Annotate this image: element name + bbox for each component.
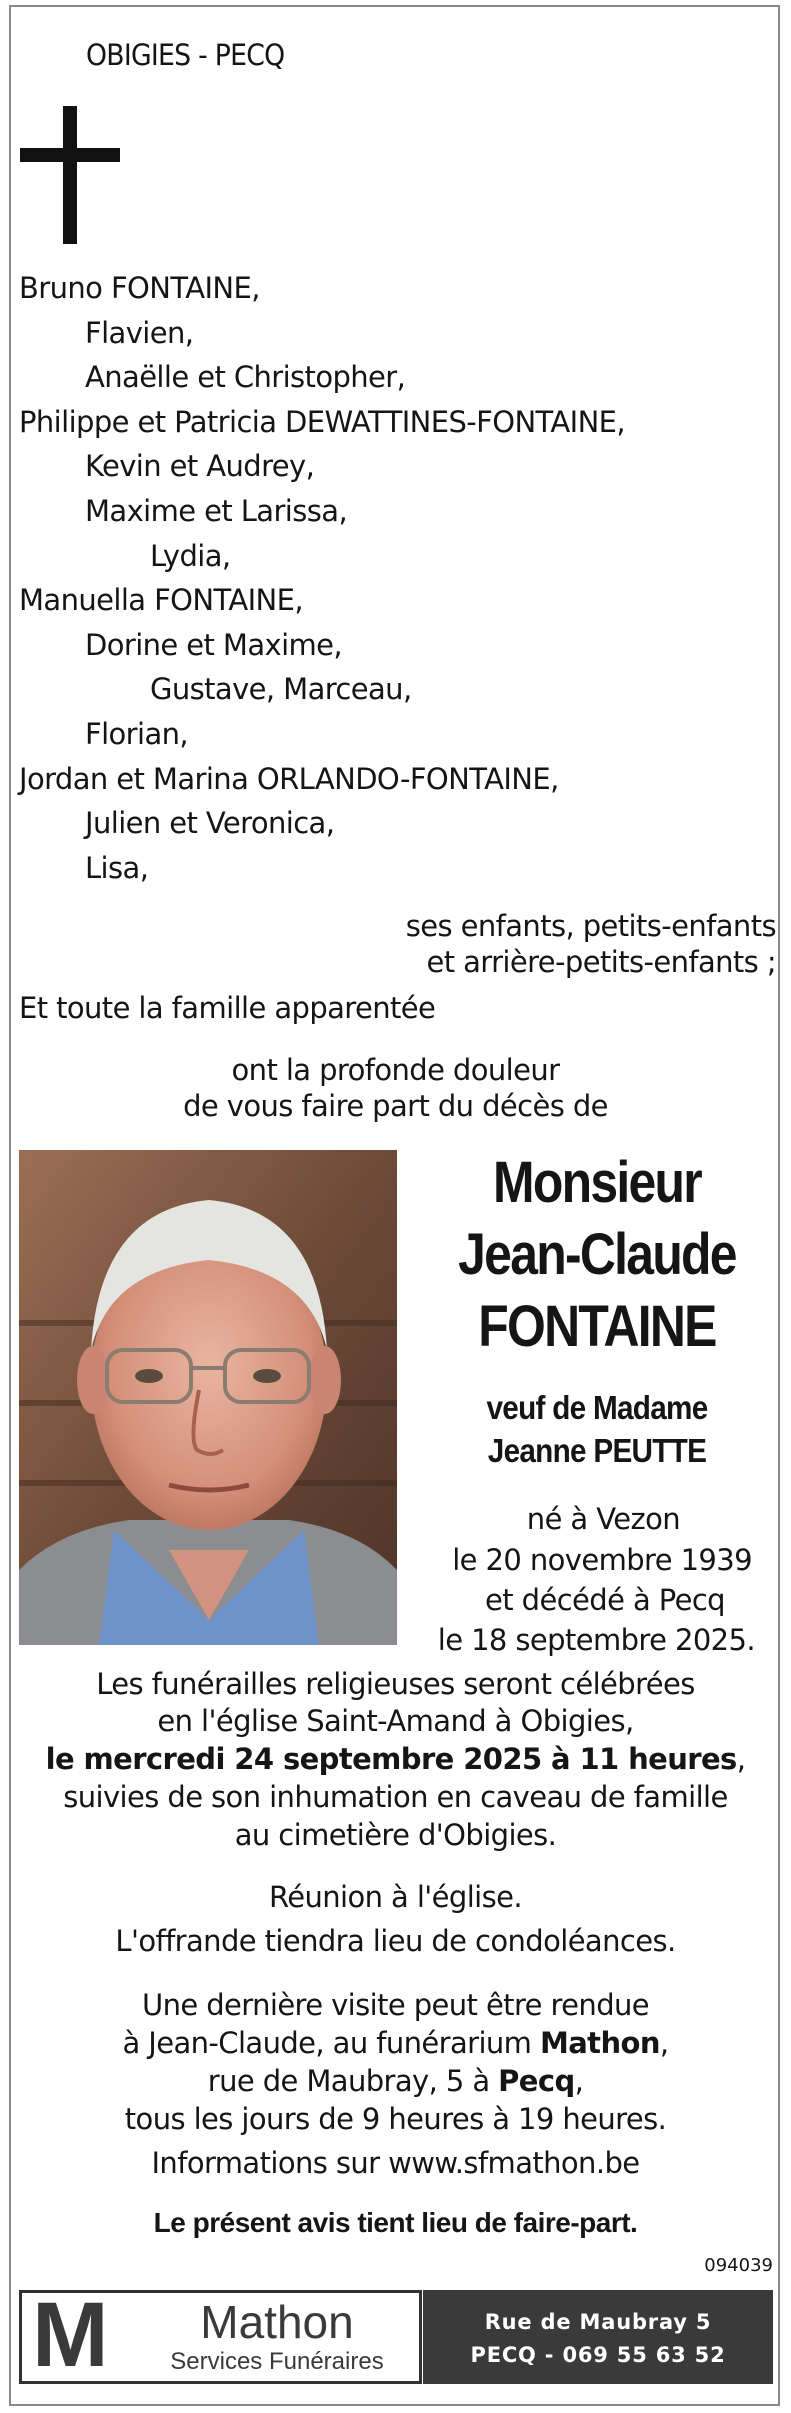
family-member-line: Anaëlle et Christopher, bbox=[85, 360, 406, 395]
family-member-line: Florian, bbox=[85, 717, 189, 751]
visit-line-3-post: , bbox=[574, 2064, 584, 2098]
visit-line-3-pre: rue de Maubray, 5 à bbox=[207, 2064, 499, 2098]
born-date: le 20 novembre 1939 bbox=[452, 1543, 752, 1577]
relation-line-1: ses enfants, petits-enfants bbox=[405, 909, 776, 943]
funeral-line-3-tail: , bbox=[736, 1742, 746, 1776]
deceased-title: Monsieur bbox=[493, 1150, 701, 1215]
family-member-line: Gustave, Marceau, bbox=[150, 672, 412, 707]
offering-text: L'offrande tiendra lieu de condoléances. bbox=[115, 1924, 676, 1958]
footer-address: Rue de Maubray 5 bbox=[484, 2310, 712, 2334]
funeral-line-2: en l'église Saint-Amand à Obigies, bbox=[157, 1704, 634, 1738]
family-member-line: Maxime et Larissa, bbox=[85, 494, 348, 528]
visit-info-website[interactable]: Informations sur www.sfmathon.be bbox=[151, 2146, 640, 2180]
deceased-first-name: Jean-Claude bbox=[458, 1222, 736, 1287]
notice-text: Le présent avis tient lieu de faire-part. bbox=[153, 2207, 638, 2238]
funeral-line-5: au cimetière d'Obigies. bbox=[234, 1818, 557, 1852]
locality-header: OBIGIES - PECQ bbox=[86, 38, 285, 72]
visit-line-2 bbox=[0, 2026, 791, 2060]
visit-line-2-pre: à Jean-Claude, au funérarium bbox=[122, 2026, 540, 2060]
family-member-line: Philippe et Patricia DEWATTINES-FONTAINE, bbox=[19, 404, 626, 439]
funeral-date-time: le mercredi 24 septembre 2025 à 11 heures bbox=[45, 1742, 737, 1776]
extended-family: Et toute la famille apparentée bbox=[19, 991, 436, 1025]
deceased-portrait bbox=[19, 1150, 397, 1645]
funeral-line-1: Les funérailles religieuses seront célébrées bbox=[96, 1667, 695, 1701]
announce-line-2: de vous faire part du décès de bbox=[183, 1089, 608, 1123]
family-member-line: Julien et Veronica, bbox=[85, 806, 335, 841]
visit-line-1: Une dernière visite peut être rendue bbox=[141, 1988, 650, 2022]
brand-name: Mathon bbox=[200, 2296, 354, 2348]
family-member-line: Bruno FONTAINE, bbox=[19, 271, 260, 305]
visit-hours: tous les jours de 9 heures à 19 heures. bbox=[124, 2102, 667, 2136]
family-member-line: Kevin et Audrey, bbox=[85, 449, 315, 484]
death-date: le 18 septembre 2025. bbox=[437, 1623, 755, 1657]
family-member-line: Dorine et Maxime, bbox=[85, 627, 343, 662]
reunion-text: Réunion à l'église. bbox=[269, 1880, 522, 1914]
brand-subtitle: Services Funéraires bbox=[170, 2348, 384, 2375]
widow-line-2: Jeanne PEUTTE bbox=[487, 1432, 707, 1469]
reference-number: 094039 bbox=[704, 2255, 773, 2276]
cross-icon-horizontal bbox=[20, 148, 120, 162]
death-place: et décédé à Pecq bbox=[485, 1583, 725, 1617]
widow-line-1: veuf de Madame bbox=[486, 1389, 708, 1426]
visit-line-3 bbox=[0, 2064, 791, 2098]
visit-line-2-post: , bbox=[659, 2026, 669, 2060]
family-member-line: Lydia, bbox=[150, 538, 231, 573]
born-place: né à Vezon bbox=[526, 1502, 680, 1536]
deceased-portrait-image bbox=[19, 1150, 397, 1645]
family-member-line: Flavien, bbox=[85, 315, 194, 350]
family-member-line: Lisa, bbox=[85, 850, 149, 885]
visit-city: Pecq bbox=[498, 2064, 575, 2098]
relation-line-2: et arrière-petits-enfants ; bbox=[426, 945, 776, 979]
family-member-line: Manuella FONTAINE, bbox=[19, 583, 303, 618]
funerarium-name: Mathon bbox=[539, 2026, 660, 2060]
footer-city-phone: PECQ - 069 55 63 52 bbox=[470, 2343, 726, 2367]
family-member-line: Jordan et Marina ORLANDO-FONTAINE, bbox=[19, 761, 559, 796]
funeral-line-3 bbox=[0, 1742, 791, 1776]
announce-line-1: ont la profonde douleur bbox=[231, 1053, 560, 1087]
footer-logo-box bbox=[19, 2284, 422, 2386]
footer-address-box bbox=[423, 2290, 773, 2384]
funeral-line-4: suivies de son inhumation en caveau de famille bbox=[63, 1780, 728, 1814]
deceased-last-name: FONTAINE bbox=[478, 1294, 716, 1359]
mathon-logo-icon: M bbox=[32, 2284, 109, 2386]
cross-icon-vertical bbox=[63, 106, 77, 244]
